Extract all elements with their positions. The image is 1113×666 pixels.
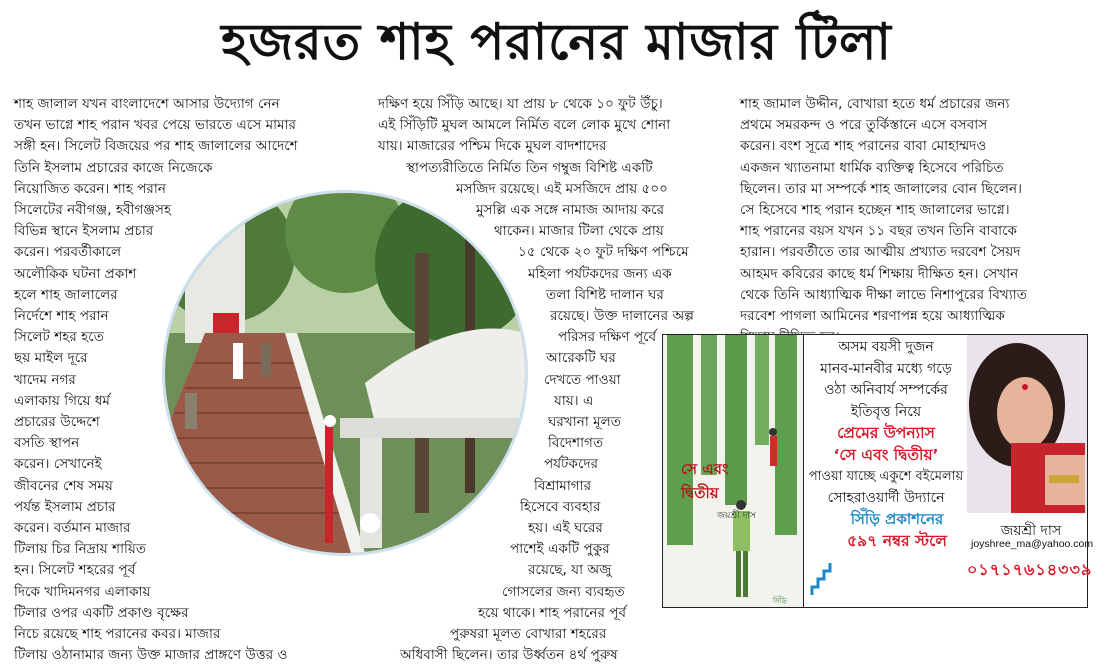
article-line: হয়ে থাকে। শাহ পরানের পূর্ব — [478, 604, 627, 621]
article-line: সিলেট শহর হতে — [14, 329, 104, 346]
article-line: থাকেন। মাজার টিলা থেকে প্রায় — [494, 223, 664, 240]
article-line: যায়। মাজারের পশ্চিম দিকে মুঘল বাদশাদের — [378, 138, 607, 155]
article-column-3 — [740, 94, 1027, 348]
article-line: করেন। সেখানেই — [14, 456, 102, 473]
article-line: তখন ভাগ্নে শাহ পরান খবর পেয়ে ভারতে এসে মামার — [14, 117, 297, 134]
venue-line: সোহরাওয়ার্দী উদ্যানে — [827, 489, 945, 506]
article-column-2 — [378, 94, 694, 666]
novel-label: প্রেমের উপন্যাস — [837, 424, 935, 442]
article-line: একজন খ্যাতনামা ধার্মিক ব্যক্তিত্ব হিসেবে পরিচিত — [740, 159, 1004, 176]
article-line: এলাকায় গিয়ে ধর্ম — [14, 392, 110, 409]
publisher-logo-icon — [809, 561, 835, 599]
promo-line: মানব-মানবীর মধ্যে গড়ে — [820, 360, 952, 377]
book-cover — [663, 335, 804, 607]
article-line: হারান। পরবর্তীতে তার আত্মীয় প্রখ্যাত দরবেশ সৈয়দ — [740, 244, 1021, 261]
article-line: পাশেই একটি পুকুর — [510, 541, 610, 558]
article-line: হিসেবে ব্যবহার — [520, 498, 601, 515]
article-line: হয়। এই ঘরের — [528, 520, 603, 537]
publisher-name: সিঁড়ি প্রকাশনের — [850, 510, 944, 528]
article-line: অধিবাসী ছিলেন। তার উর্ধ্বতন ৪র্থ পুরুষ — [400, 647, 618, 664]
article-line: ১৫ থেকে ২০ ফুট দক্ষিণ পশ্চিমে — [518, 244, 689, 261]
article-line: দরবেশ পাগলা আমিনের শরণাপন্ন হয়ে আধ্যাত্মিক — [740, 308, 1005, 325]
article-line: আহমদ কবিরের কাছে ধর্ম শিক্ষায় দীক্ষিত হন। সেখান — [740, 265, 1019, 282]
article-line: যায়। এ — [554, 392, 594, 409]
book-cover-author: জয়শ্রী দাস — [717, 511, 756, 521]
article-line: নিচে রয়েছে শাহ পরানের কবর। মাজার — [14, 626, 221, 643]
article-line: ঘরখানা মূলত — [548, 414, 621, 431]
article-line: নিয়োজিত করেন। শাহ পরান — [14, 180, 166, 197]
article-line: করেন। বংশ সূত্রে শাহ পরানের বাবা মোহাম্মদও — [740, 138, 987, 155]
author-photo — [967, 335, 1087, 513]
article-line: টিলায় চির নিদ্রায় শায়িত — [14, 541, 147, 558]
novel-name: ‘সে এবং দ্বিতীয়’ — [833, 445, 939, 464]
article-line: বসতি স্থাপন — [14, 435, 80, 452]
article-line: হন। সিলেট শহরের পূর্ব — [14, 562, 136, 579]
article-line: প্রচারের উদ্দেশে — [14, 414, 100, 431]
promo-line: ওঠা অনিবার্য সম্পর্কের — [824, 382, 948, 398]
article-line: তলা বিশিষ্ট দালান ঘর — [546, 286, 664, 303]
article-line: সঙ্গী হন। সিলেট বিজয়ের পর শাহ জালালের আদেশে — [14, 138, 298, 155]
article-line: রয়েছে। উক্ত দালানের অল্প — [550, 308, 694, 325]
availability-line: পাওয়া যাচ্ছে একুশে বইমেলায় — [808, 469, 964, 484]
article-line: প্রথমে সমরকন্দ ও পরে তুর্কিস্তানে এসে বসবাস — [740, 117, 988, 134]
article-line: হলে শাহ জালালের — [14, 286, 118, 303]
article-line: স্থাপত্যরীতিতে নির্মিত তিন গম্বুজ বিশিষ্ট একটি — [406, 159, 653, 176]
article-line: দক্ষিণ হয়ে সিঁড়ি আছে। যা প্রায় ৮ থেকে ১০ ফুট উঁচু। — [378, 96, 663, 112]
article-line: ছয় মাইল দূরে — [14, 350, 88, 367]
article-line: শাহ জালাল যখন বাংলাদেশে আসার উদ্যোগ নেন — [14, 96, 280, 112]
article-line: বিভিন্ন স্থানে ইসলাম প্রচার — [14, 223, 154, 240]
article-line: রয়েছে, যা অজু — [528, 562, 612, 579]
author-name: জয়শ্রী দাস — [1000, 523, 1062, 539]
promo-line: ইতিবৃত্ত নিয়ে — [850, 403, 922, 420]
article-line: বিদেশাগত — [548, 435, 604, 452]
book-cover-title: সে এবং দ্বিতীয় — [681, 460, 729, 502]
article-line: শাহ পরানের বয়স যখন ১১ বছর তখন তিনি বাবাকে — [740, 223, 1018, 240]
article-line: জীবনের শেষ সময় — [14, 477, 113, 494]
article-line: এই সিঁড়িটি মুঘল আমলে নির্মিত বলে লোক মুখে শোনা — [378, 117, 671, 134]
promo-line: অসম বয়সী দুজন — [838, 339, 934, 355]
article-line: পর্যন্ত ইসলাম প্রচার — [14, 498, 116, 515]
svg-text:সিঁড়ি: সিঁড়ি — [773, 597, 787, 605]
article-line: গোসলের জন্য ব্যবহৃত — [502, 583, 625, 600]
article-line: নির্দেশে শাহ পরান — [14, 308, 109, 325]
article-line: তিনি ইসলাম প্রচারের কাজে নিজেকে — [14, 159, 213, 176]
article-line: ছিলেন। তার মা সম্পর্কে শাহ জালালের বোন ছিলেন। — [740, 180, 1022, 197]
article-line: দিকে খাদিমনগর এলাকায় — [14, 583, 151, 600]
article-line: পর্যটকদের — [544, 456, 599, 473]
article-line: শাহ জামাল উদ্দীন, বোখারা হতে ধর্ম প্রচারের জন্য — [740, 96, 1010, 112]
article-line: করেন। পরবর্তীকালে — [14, 244, 122, 261]
article-line: টিলার ওপর একটি প্রকাণ্ড বৃক্ষের — [14, 604, 189, 621]
article-line: অলৌকিক ঘটনা প্রকাশ — [14, 265, 137, 282]
author-portrait — [967, 335, 1087, 513]
book-advertisement — [662, 334, 1094, 608]
promo-text — [807, 337, 965, 552]
article-line: মসজিদ রয়েছে। এই মসজিদে প্রায় ৫০০ — [456, 180, 669, 197]
article-line: আরেকটি ঘর — [546, 350, 616, 367]
article-line: করেন। বর্তমান মাজার — [14, 520, 131, 537]
article-line: সে হিসেবে শাহ পরান হচ্ছেন শাহ জালালের ভাগ্নে। — [740, 202, 1010, 219]
article-line: খাদেম নগর — [14, 371, 76, 388]
headline: হজরত শাহ পরানের মাজার টিলা — [221, 13, 892, 71]
article-line: পরিসর দক্ষিণ পূর্বে — [558, 329, 657, 346]
article-line: সিলেটের নবীগঞ্জ, হবীগঞ্জসহ — [14, 202, 172, 219]
stall-number: ৫৯৭ নম্বর স্টলে — [847, 531, 947, 550]
article-line: বিশ্রামাগার — [534, 477, 592, 494]
article-line: মহিলা পর্যটকদের জন্য এক — [528, 265, 672, 282]
author-email: joyshree_ma@yahoo.com — [971, 538, 1094, 550]
article-line: থেকে তিনি আধ্যাত্মিক দীক্ষা লাভে নিশাপুরের বিখ্যাত — [740, 286, 1027, 303]
article-line: পুরুষরা মূলত বোখারা শহরের — [450, 626, 607, 643]
article-line: মুসল্লি এক সঙ্গে নামাজ আদায় করে — [476, 202, 665, 219]
author-phone: ০১৭১৭৬১৪৩৩৯ — [967, 560, 1093, 579]
article-line: টিলায় ওঠানামার জন্য উক্ত মাজার প্রাঙ্গণে উত্তর ও — [14, 647, 288, 664]
article-line: দেখতে পাওয়া — [544, 371, 621, 388]
